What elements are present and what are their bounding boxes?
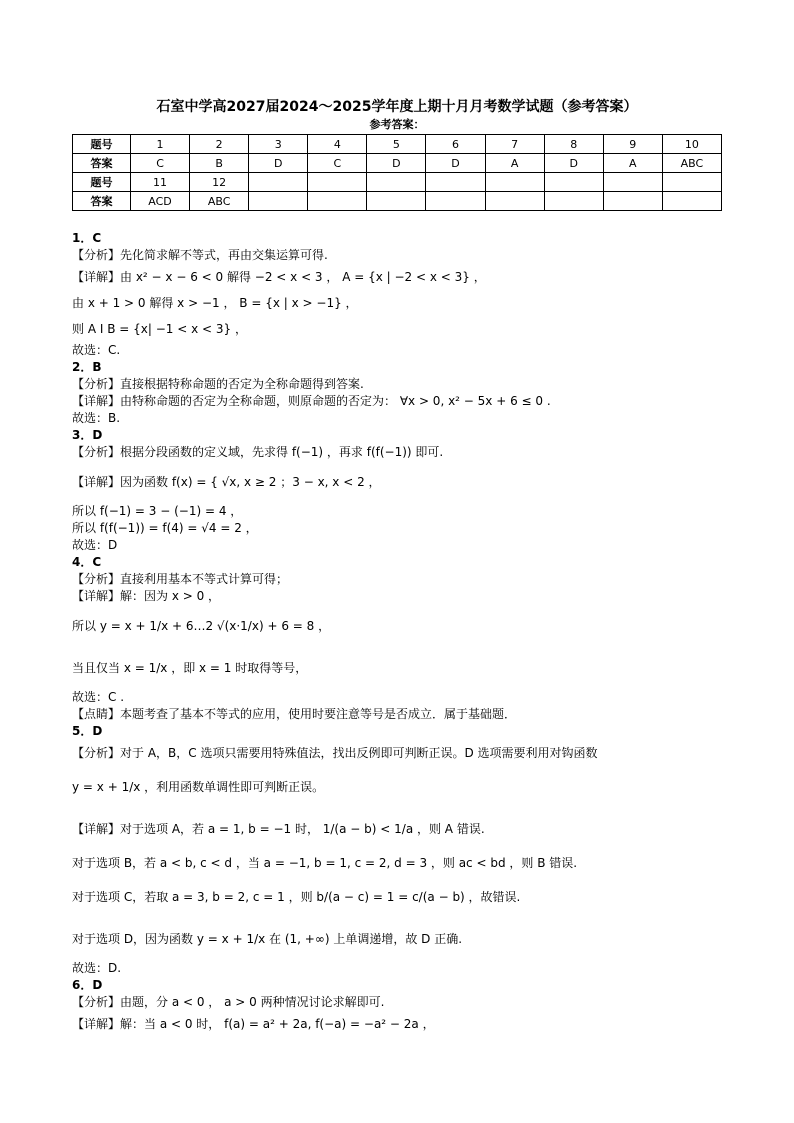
- question-heading: 2．B: [72, 360, 102, 374]
- analysis-line: 【分析】直接利用基本不等式计算可得；: [72, 572, 289, 586]
- empty-cell: [662, 192, 721, 211]
- empty-cell: [426, 192, 485, 211]
- empty-cell: [249, 192, 308, 211]
- question-number: 12: [190, 173, 249, 192]
- question-heading: 1．C: [72, 231, 102, 245]
- question-number: 9: [603, 135, 662, 154]
- answer-cell: A: [603, 154, 662, 173]
- empty-cell: [485, 173, 544, 192]
- conclusion-line: 故选：D.: [72, 961, 122, 975]
- conclusion-line: 故选：B.: [72, 411, 121, 425]
- question-number: 1: [131, 135, 190, 154]
- question-number: 7: [485, 135, 544, 154]
- solution-line: 则 A I B = {x| −1 < x < 3} ，: [72, 322, 247, 336]
- question-number: 6: [426, 135, 485, 154]
- row-label: 答案: [73, 192, 131, 211]
- empty-cell: [544, 173, 603, 192]
- solution-line: 【详解】解：当 a < 0 时， f(a) = a² + 2a, f(−a) = −a² − 2a ，: [72, 1017, 435, 1031]
- answer-cell: D: [426, 154, 485, 173]
- analysis-line: 【分析】先化简求解不等式，再由交集运算可得.: [72, 248, 328, 262]
- solution-line: 对于选项 C，若取 a = 3, b = 2, c = 1 ，则 b/(a − c) = 1 = c/(a − b) ，故错误.: [72, 890, 521, 904]
- answer-cell: D: [249, 154, 308, 173]
- solution-line: 【详解】对于选项 A，若 a = 1, b = −1 时， 1/(a − b) < 1/a ，则 A 错误.: [72, 822, 485, 836]
- answer-cell: C: [131, 154, 190, 173]
- table-row-numbers-2: [73, 173, 722, 192]
- question-heading: 4．C: [72, 555, 102, 569]
- question-heading: 6．D: [72, 978, 103, 992]
- solution-line: 对于选项 B，若 a < b, c < d ，当 a = −1, b = 1, c = 2, d = 3 ，则 ac < bd ，则 B 错误.: [72, 856, 578, 870]
- table-row-answers-2: [73, 192, 722, 211]
- question-number: 8: [544, 135, 603, 154]
- empty-cell: [367, 173, 426, 192]
- question-number: 5: [367, 135, 426, 154]
- answer-cell: D: [544, 154, 603, 173]
- analysis-line: 【分析】由题，分 a < 0 ， a > 0 两种情况讨论求解即可.: [72, 995, 385, 1009]
- empty-cell: [662, 173, 721, 192]
- answer-cell: D: [367, 154, 426, 173]
- solution-line: 所以 y = x + 1/x + 6…2 √(x·1/x) + 6 = 8 ，: [72, 619, 331, 633]
- solution-line: 【详解】因为函数 f(x) = { √x, x ≥ 2 ；3 − x, x < 2 ，: [72, 475, 381, 489]
- analysis-line: y = x + 1/x ，利用函数单调性即可判断正误。: [72, 780, 325, 794]
- answer-cell: ABC: [662, 154, 721, 173]
- remark-line: 【点睛】本题考查了基本不等式的应用，使用时要注意等号是否成立．属于基础题．: [72, 707, 517, 721]
- answer-cell: B: [190, 154, 249, 173]
- empty-cell: [308, 192, 367, 211]
- conclusion-line: 故选：C.: [72, 343, 121, 357]
- answer-cell: ACD: [131, 192, 190, 211]
- analysis-line: 【分析】对于 A，B，C 选项只需要用特殊值法，找出反例即可判断正误。D 选项需要利用对钩函数: [72, 746, 598, 760]
- row-label: 题号: [73, 173, 131, 192]
- empty-cell: [603, 173, 662, 192]
- question-number: 4: [308, 135, 367, 154]
- empty-cell: [249, 173, 308, 192]
- analysis-line: 【分析】根据分段函数的定义域，先求得 f(−1) ，再求 f(f(−1)) 即可.: [72, 445, 444, 459]
- question-number: 11: [131, 173, 190, 192]
- empty-cell: [544, 192, 603, 211]
- answer-cell: ABC: [190, 192, 249, 211]
- question-number: 10: [662, 135, 721, 154]
- solution-line: 所以 f(−1) = 3 − (−1) = 4 ，: [72, 504, 243, 518]
- empty-cell: [367, 192, 426, 211]
- question-number: 2: [190, 135, 249, 154]
- page-title: 石室中学高2027届2024～2025学年度上期十月月考数学试题（参考答案）: [156, 99, 638, 115]
- solution-line: 【详解】由 x² − x − 6 < 0 解得 −2 < x < 3 ， A = {x | −2 < x < 3} ，: [72, 270, 486, 284]
- solution-line: 【详解】由特称命题的否定为全称命题，则原命题的否定为： ∀x > 0, x² − 5x + 6 ≤ 0 .: [72, 394, 551, 408]
- solutions-body: [72, 230, 732, 1037]
- empty-cell: [308, 173, 367, 192]
- answer-cell: C: [308, 154, 367, 173]
- table-row-numbers-1: [73, 135, 722, 154]
- row-label: 答案: [73, 154, 131, 173]
- empty-cell: [426, 173, 485, 192]
- solution-line: 当且仅当 x = 1/x ，即 x = 1 时取得等号，: [72, 661, 308, 675]
- row-label: 题号: [73, 135, 131, 154]
- solution-line: 由 x + 1 > 0 解得 x > −1 ， B = {x | x > −1} ，: [72, 296, 358, 310]
- solution-line: 【详解】解：因为 x > 0 ，: [72, 589, 221, 603]
- empty-cell: [485, 192, 544, 211]
- analysis-line: 【分析】直接根据特称命题的否定为全称命题得到答案.: [72, 377, 364, 391]
- empty-cell: [603, 192, 662, 211]
- page-subtitle: 参考答案：: [369, 118, 425, 131]
- conclusion-line: 故选：C .: [72, 690, 125, 704]
- solution-line: 对于选项 D，因为函数 y = x + 1/x 在 (1, +∞) 上单调递增，故 D 正确.: [72, 932, 463, 946]
- question-heading: 3．D: [72, 428, 103, 442]
- question-heading: 5．D: [72, 724, 103, 738]
- answer-table: [72, 134, 722, 211]
- answer-cell: A: [485, 154, 544, 173]
- question-number: 3: [249, 135, 308, 154]
- conclusion-line: 故选：D: [72, 538, 118, 552]
- table-row-answers-1: [73, 154, 722, 173]
- solution-line: 所以 f(f(−1)) = f(4) = √4 = 2 ，: [72, 521, 258, 535]
